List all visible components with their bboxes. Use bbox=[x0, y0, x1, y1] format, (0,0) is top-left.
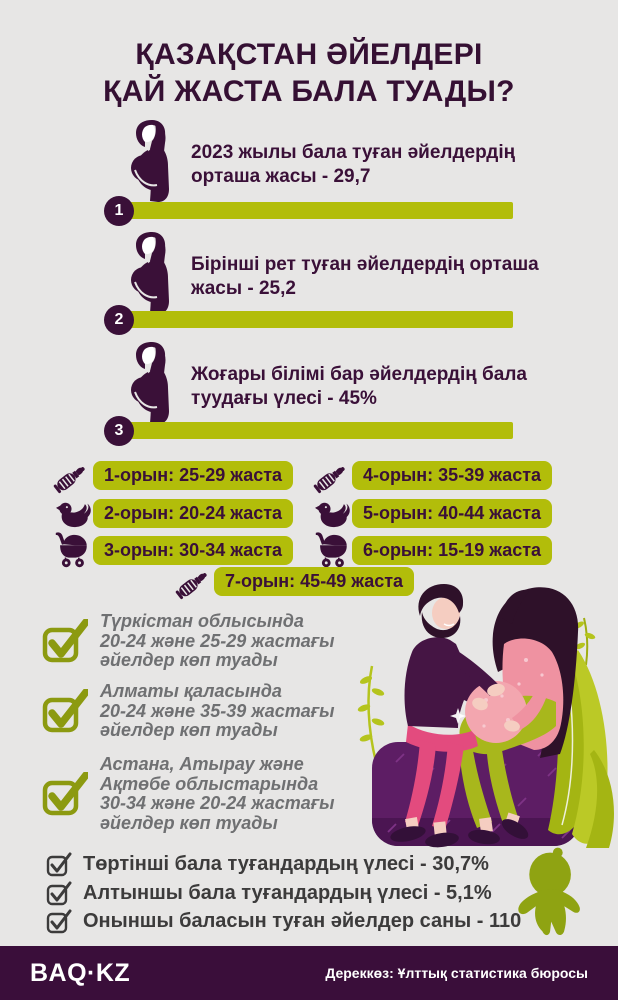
baby-bottle-icon bbox=[310, 459, 350, 499]
stat-3-number-badge: 3 bbox=[104, 416, 134, 446]
stat-2-bar bbox=[120, 311, 513, 328]
baby-silhouette-icon bbox=[516, 846, 582, 938]
checkbox-checked-icon bbox=[42, 689, 88, 733]
pregnant-woman-icon bbox=[127, 119, 179, 203]
stat-1-number-badge: 1 bbox=[104, 196, 134, 226]
couple-illustration bbox=[356, 580, 618, 856]
stat-2-line1: Бірінші рет туған әйелдердің орташа bbox=[191, 254, 539, 275]
page-title bbox=[0, 36, 618, 110]
region-item-3 bbox=[42, 755, 335, 833]
bottom-stat-1-text: Төртінші бала туғандардың үлесі - 30,7% bbox=[83, 853, 489, 875]
region-1-text: Түркістан облысында 20-24 және 25-29 жастағы әйелдер көп туады bbox=[100, 611, 335, 670]
rank-4-label: 4-орын: 35-39 жаста bbox=[362, 465, 542, 485]
pregnant-woman-icon bbox=[127, 231, 179, 315]
bottom-stat-2-text: Алтыншы бала туғандардың үлесі - 5,1% bbox=[83, 882, 492, 904]
rank-pill-2 bbox=[93, 499, 293, 528]
page-title-line1: ҚАЗАҚСТАН ӘЙЕЛДЕРІ bbox=[135, 38, 483, 71]
stat-3-line1: Жоғары білімі бар әйелдердің бала bbox=[191, 364, 527, 385]
baby-bottle-icon bbox=[50, 459, 90, 499]
page-title-line2: ҚАЙ ЖАСТА БАЛА ТУАДЫ? bbox=[103, 75, 515, 108]
rank-pill-1 bbox=[93, 461, 293, 490]
stat-1-line2: орташа жасы - 29,7 bbox=[191, 166, 371, 187]
bottom-stat-1 bbox=[46, 852, 489, 877]
bottom-stat-3-text: Оныншы баласын туған әйелдер саны - 110 bbox=[83, 910, 522, 932]
checkbox-checked-icon bbox=[42, 619, 88, 663]
rank-6-label: 6-орын: 15-19 жаста bbox=[362, 540, 542, 560]
bottom-stat-2 bbox=[46, 881, 492, 906]
baqkz-logo: BAQ·KZ bbox=[30, 958, 131, 987]
stroller-icon bbox=[52, 531, 90, 569]
checkbox-outline-icon bbox=[46, 881, 72, 906]
rank-1-label: 1-орын: 25-29 жаста bbox=[103, 465, 283, 485]
rank-pill-4 bbox=[352, 461, 552, 490]
rank-7-label: 7-орын: 45-49 жаста bbox=[224, 571, 404, 591]
stat-1-bar bbox=[120, 202, 513, 219]
stat-1-line1: 2023 жылы бала туған әйелдердің bbox=[191, 142, 516, 163]
checkbox-outline-icon bbox=[46, 852, 72, 877]
duck-icon bbox=[315, 500, 351, 531]
region-item-1 bbox=[42, 612, 335, 671]
footer-bar bbox=[0, 946, 618, 1000]
region-2-text: Алматы қаласында 20-24 және 35-39 жастағы әйелдер көп туады bbox=[100, 681, 335, 740]
region-item-2 bbox=[42, 682, 335, 741]
bottom-stat-3 bbox=[46, 909, 521, 934]
checkbox-checked-icon bbox=[42, 772, 88, 816]
stat-2-number-badge: 2 bbox=[104, 305, 134, 335]
stat-2-line2: жасы - 25,2 bbox=[191, 278, 296, 299]
region-3-text: Астана, Атырау және Ақтөбе облыстарында 30-34 және 20-24 жастағы әйелдер көп туады bbox=[100, 754, 335, 833]
source-credit: Дереккөз: Ұлттық статистика бюросы bbox=[325, 965, 588, 981]
pregnant-woman-icon bbox=[127, 341, 179, 425]
rank-3-label: 3-орын: 30-34 жаста bbox=[103, 540, 283, 560]
stroller-icon bbox=[312, 531, 350, 569]
rank-5-label: 5-орын: 40-44 жаста bbox=[362, 503, 542, 523]
rank-2-label: 2-орын: 20-24 жаста bbox=[103, 503, 283, 523]
baby-bottle-icon bbox=[172, 565, 212, 605]
rank-pill-3 bbox=[93, 536, 293, 565]
stat-3-line2: туудағы үлесі - 45% bbox=[191, 388, 377, 409]
stat-2-text bbox=[191, 253, 563, 301]
stat-1-text bbox=[191, 141, 543, 189]
checkbox-outline-icon bbox=[46, 909, 72, 934]
duck-icon bbox=[56, 500, 92, 531]
stat-3-bar bbox=[120, 422, 513, 439]
rank-pill-6 bbox=[352, 536, 552, 565]
stat-3-text bbox=[191, 363, 543, 411]
rank-pill-5 bbox=[352, 499, 552, 528]
